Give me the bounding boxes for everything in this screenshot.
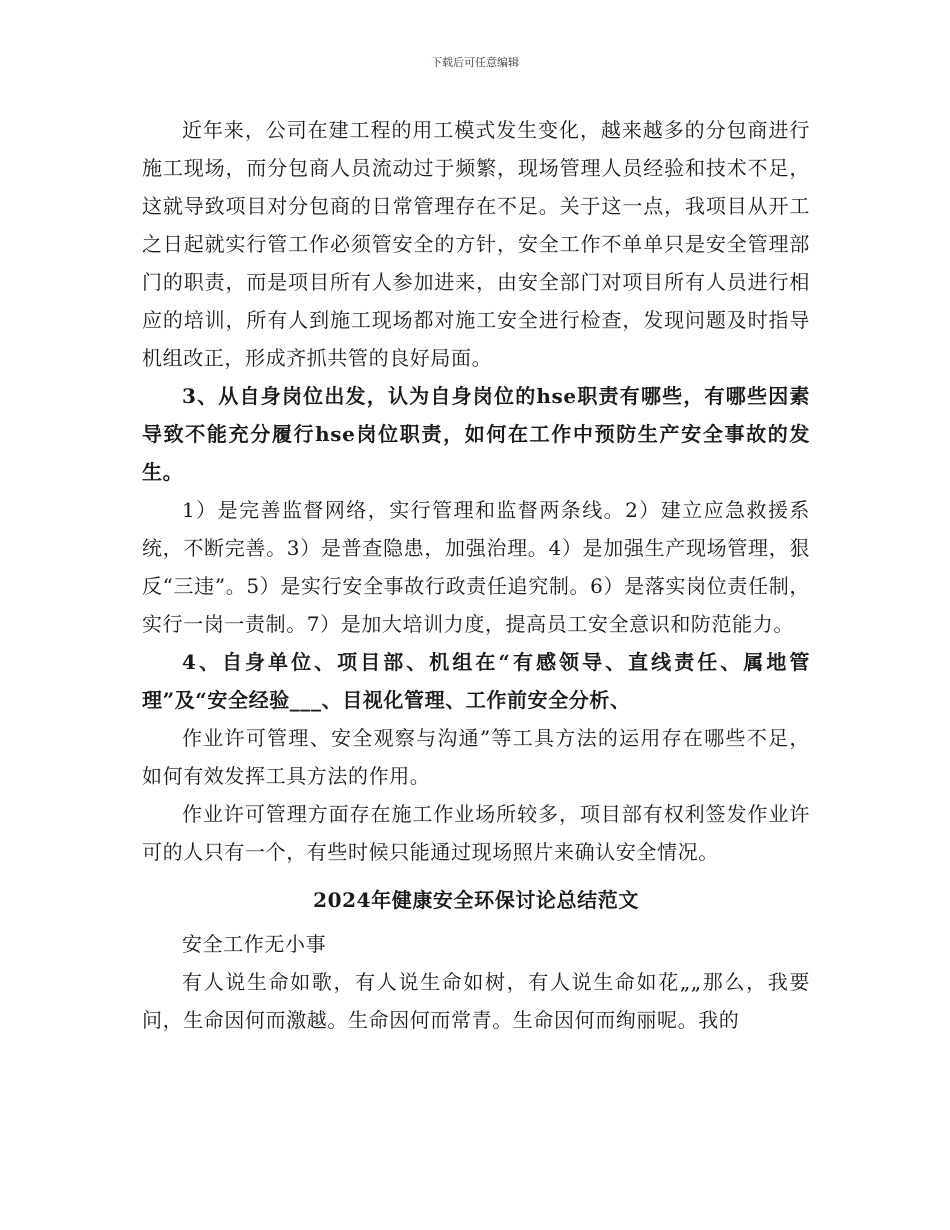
section-title: 2024年健康安全环保讨论总结范文: [313, 888, 639, 912]
document-body: [142, 111, 810, 1039]
paragraph-life-metaphor: 有人说生命如歌，有人说生命如树，有人说生命如花„„那么，我要问，生命因何而激越。生命因何而常青。生命因何而绚丽呢。我的: [142, 970, 810, 1032]
page-header: 下载后可任意编辑: [431, 56, 519, 69]
paragraph-work-permit: 作业许可管理方面存在施工作业场所较多，项目部有权利签发作业许可的人只有一个，有些时候只能通过现场照片来确认安全情况。: [142, 802, 810, 864]
paragraph-subcontractor-management: 近年来，公司在建工程的用工模式发生变化，越来越多的分包商进行施工现场，而分包商人员流动过于频繁，现场管理人员经验和技术不足，这就导致项目对分包商的日常管理存在不足。关于这一点，我项目从开工之日起就实行管工作必须管安全的方针，安全工作不单单只是安全管理部门的职责，而是项目所有人参加进来，由安全部门对项目所有人员进行相应的培训，所有人到施工现场都对施工安全进行检查，发现问题及时指导机组改正，形成齐抓共管的良好局面。: [142, 118, 810, 370]
paragraph-measures-list: 1）是完善监督网络，实行管理和监督两条线。2）建立应急救援系统，不断完善。3）是普查隐患，加强治理。4）是加强生产现场管理，狠反“三违”。5）是实行安全事故行政责任追究制。6）是落实岗位责任制，实行一岗一责制。7）是加大培训力度，提高员工安全意识和防范能力。: [142, 498, 810, 636]
paragraph-safety-no-small-matter: 安全工作无小事: [182, 932, 327, 956]
question-3-heading: 3、从自身岗位出发，认为自身岗位的hse职责有哪些，有哪些因素导致不能充分履行hse岗位职责，如何在工作中预防生产安全事故的发生。: [142, 384, 810, 484]
paragraph-tool-methods: 作业许可管理、安全观察与沟通”等工具方法的运用存在哪些不足，如何有效发挥工具方法的作用。: [142, 726, 810, 788]
question-4-heading: 4、自身单位、项目部、机组在“有感领导、直线责任、属地管理”及“安全经验___、目视化管理、工作前安全分析、: [142, 650, 810, 712]
